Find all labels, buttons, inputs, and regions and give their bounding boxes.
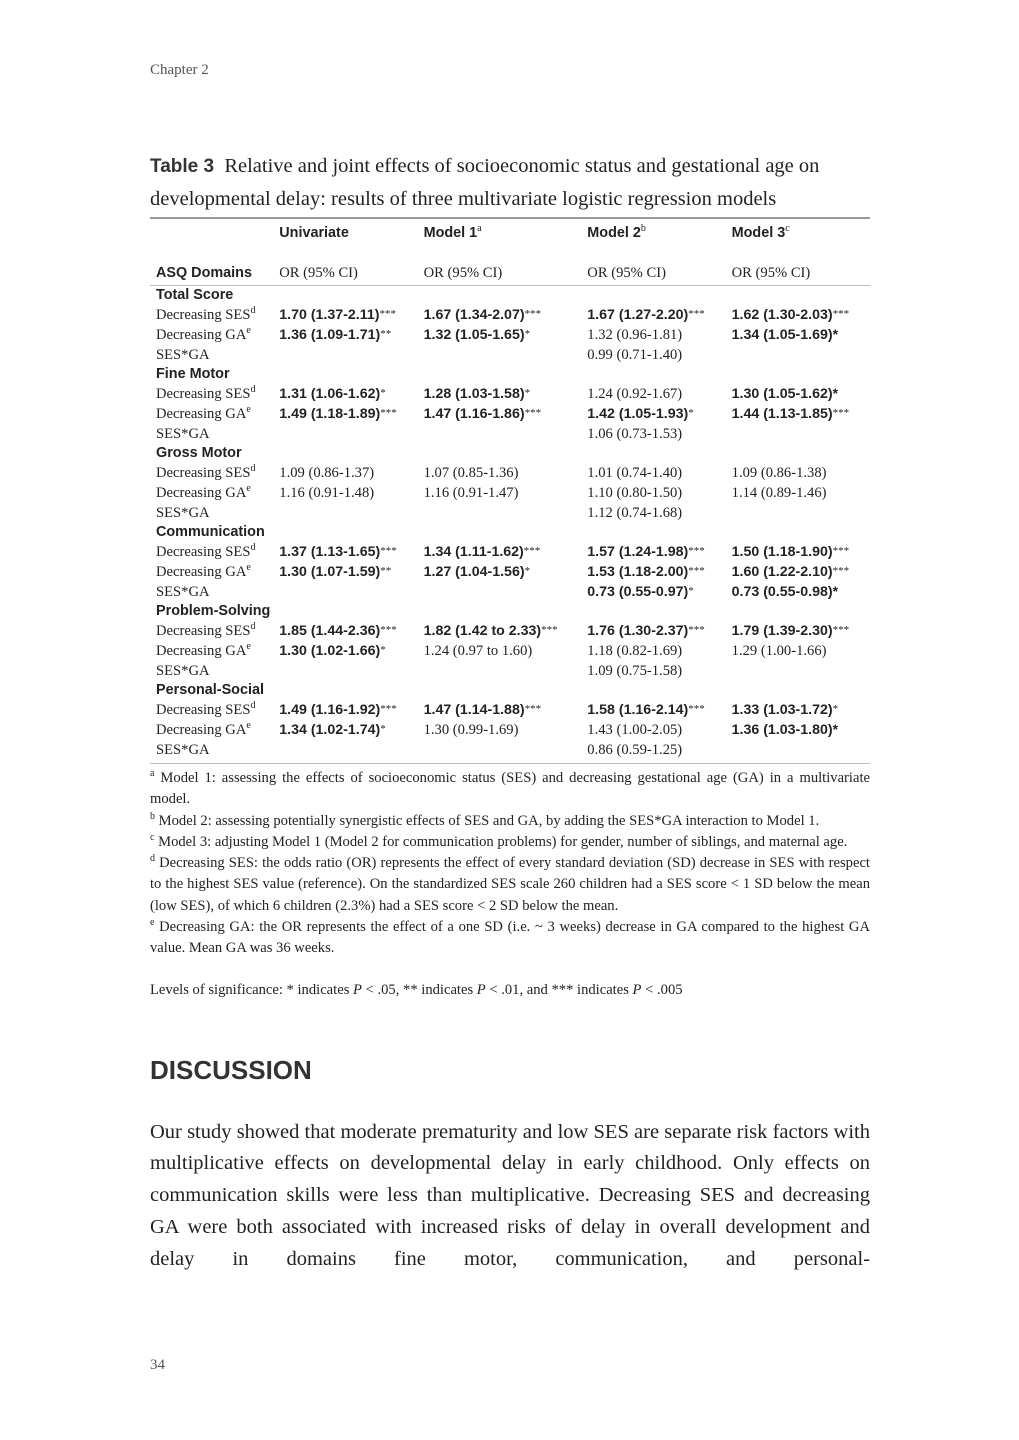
- table-cell: 1.12 (0.74-1.68): [587, 505, 683, 521]
- table-cell: 1.16 (0.91-1.47): [423, 485, 519, 501]
- table-label: Table 3: [150, 156, 215, 177]
- row-label: Decreasing $GA^e$: [156, 482, 251, 501]
- domain-name: Gross Motor: [156, 445, 242, 461]
- table-row: [150, 325, 870, 345]
- table-row: [150, 345, 870, 365]
- domain-row: [150, 523, 870, 542]
- row-label: Decreasing SES$^d$: [156, 699, 256, 718]
- table-cell: 1.79 (1.39-2.30)***: [731, 623, 850, 639]
- ci-header: OR (95% CI): [273, 247, 417, 286]
- table-cell: 1.27 (1.04-1.56)*: [423, 564, 531, 580]
- table-cell: 1.36 (1.03-1.80)*: [731, 721, 839, 738]
- table-cell: 1.10 (0.80-1.50): [587, 485, 683, 501]
- row-label: SES*GA: [156, 741, 210, 758]
- table-row: [150, 740, 870, 760]
- row-label: Decreasing SES$^d$: [156, 541, 256, 560]
- empty-cell: [418, 345, 582, 365]
- table-cell: 1.34 (1.11-1.62)***: [423, 544, 541, 560]
- table-cell: 1.49 (1.16-1.92)***: [279, 702, 397, 718]
- table-bottom-rule: [150, 760, 870, 764]
- table-cell: 1.37 (1.13-1.65)***: [279, 544, 397, 560]
- domain-name: Communication: [156, 524, 265, 540]
- table-cell: 1.76 (1.30-2.37)***: [587, 623, 705, 639]
- section-heading: DISCUSSION: [150, 1054, 312, 1085]
- empty-cell: [273, 661, 417, 681]
- table-cell: 1.43 (1.00-2.05): [587, 722, 683, 738]
- row-label: Decreasing SES$^d$: [156, 620, 256, 639]
- empty-cell: [273, 424, 417, 444]
- table-footnotes: [150, 768, 870, 960]
- table-cell: 0.73 (0.55-0.97)*: [587, 584, 694, 600]
- table-cell: 1.50 (1.18-1.90)***: [731, 544, 850, 560]
- domain-row: [150, 286, 870, 306]
- table-row: [150, 641, 870, 661]
- footnote: $^e$ Decreasing GA: the OR represents the effect of a one SD (i.e. ~ 3 weeks) decrease in GA compared to the highest GA value. Mean GA was 36 weeks.: [150, 917, 870, 957]
- domain-row: [150, 602, 870, 621]
- column-header: Model 2$^b$: [587, 222, 646, 241]
- row-label: Decreasing $GA^e$: [156, 640, 251, 659]
- domain-name: Fine Motor: [156, 366, 230, 382]
- table-cell: 1.57 (1.24-1.98)***: [587, 544, 705, 560]
- empty-cell: [273, 740, 417, 760]
- domain-name: Personal-Social: [156, 682, 264, 698]
- empty-cell: [273, 345, 417, 365]
- table-cell: 1.34 (1.02-1.74)*: [279, 722, 386, 738]
- table-cell: 0.99 (0.71-1.40): [587, 347, 683, 363]
- running-header: Chapter 2: [150, 62, 209, 78]
- row-label: Decreasing $GA^e$: [156, 403, 251, 422]
- table-row: [150, 305, 870, 325]
- row-label: Decreasing SES$^d$: [156, 383, 256, 402]
- table-cell: 1.82 (1.42 to 2.33)***: [423, 623, 558, 639]
- empty-cell: [418, 503, 582, 523]
- column-header: Univariate: [279, 224, 349, 241]
- table-caption: [150, 150, 870, 215]
- row-label: Decreasing $GA^e$: [156, 719, 251, 738]
- table-cell: 1.60 (1.22-2.10)***: [731, 564, 850, 580]
- table-cell: 1.67 (1.27-2.20)***: [587, 307, 705, 323]
- table-row: [150, 384, 870, 404]
- table-cell: 1.07 (0.85-1.36): [423, 465, 519, 481]
- page-number: 34: [150, 1357, 165, 1373]
- ci-header: OR (95% CI): [418, 247, 582, 286]
- table-cell: 1.30 (1.05-1.62)*: [731, 385, 839, 402]
- empty-cell: [418, 740, 582, 760]
- table-cell: 1.32 (0.96-1.81): [587, 327, 683, 343]
- column-header: Model 3$^c$: [731, 222, 790, 241]
- empty-cell: [726, 661, 870, 681]
- table-row: [150, 542, 870, 562]
- table-row: [150, 661, 870, 681]
- table-cell: 1.34 (1.05-1.69)*: [731, 326, 839, 343]
- table-cell: 1.18 (0.82-1.69): [587, 643, 683, 659]
- table-cell: 1.67 (1.34-2.07)***: [423, 307, 542, 323]
- table-row: [150, 621, 870, 641]
- row-label: Decreasing SES$^d$: [156, 462, 256, 481]
- table-cell: 0.86 (0.59-1.25): [587, 742, 683, 758]
- table-cell: 1.24 (0.92-1.67): [587, 386, 683, 402]
- table-cell: 1.16 (0.91-1.48): [279, 485, 375, 501]
- row-label: Decreasing $GA^e$: [156, 561, 251, 580]
- table-cell: 1.31 (1.06-1.62)*: [279, 386, 386, 402]
- table-row: [150, 700, 870, 720]
- table-cell: 1.53 (1.18-2.00)***: [587, 564, 705, 580]
- content-column: [150, 0, 870, 1276]
- table-cell: 1.47 (1.16-1.86)***: [423, 406, 542, 422]
- table-row: [150, 483, 870, 503]
- table-cell: 1.09 (0.75-1.58): [587, 663, 683, 679]
- empty-cell: [273, 582, 417, 602]
- significance-levels: Levels of significance: * indicates P < .05, ** indicates P < .01, and *** indicates P < .005: [150, 981, 683, 998]
- table-cell: 1.42 (1.05-1.93)*: [587, 406, 694, 422]
- table-cell: 1.32 (1.05-1.65)*: [423, 327, 531, 343]
- subheader-row: [150, 247, 870, 286]
- domain-row: [150, 365, 870, 384]
- empty-cell: [273, 503, 417, 523]
- empty-cell: [418, 661, 582, 681]
- empty-cell: [726, 740, 870, 760]
- empty-cell: [726, 503, 870, 523]
- empty-cell: [726, 345, 870, 365]
- domain-name: Problem-Solving: [156, 603, 271, 619]
- table-row: [150, 424, 870, 444]
- header-row: [150, 218, 870, 247]
- asq-domains-header: ASQ Domains: [150, 247, 273, 286]
- table-cell: 1.30 (1.07-1.59)**: [279, 564, 392, 580]
- table-cell: 1.62 (1.30-2.03)***: [731, 307, 850, 323]
- row-label: Decreasing $GA^e$: [156, 324, 251, 343]
- table-row: [150, 582, 870, 602]
- table-title: Relative and joint effects of socioeconomic status and gestational age on developmental delay: results of three multivariate logistic regression models: [150, 155, 820, 210]
- table-cell: 1.47 (1.14-1.88)***: [423, 702, 542, 718]
- column-header: Model 1$^a$: [423, 222, 482, 241]
- table-cell: 1.01 (0.74-1.40): [587, 465, 683, 481]
- table-cell: 1.70 (1.37-2.11)***: [279, 307, 396, 323]
- table-cell: 1.58 (1.16-2.14)***: [587, 702, 705, 718]
- table-cell: 1.06 (0.73-1.53): [587, 426, 683, 442]
- table-cell: 0.73 (0.55-0.98)*: [731, 583, 839, 600]
- footnote: $^c$ Model 3: adjusting Model 1 (Model 2 for communication problems) for gender, number of siblings, and maternal age.: [150, 832, 848, 850]
- empty-cell: [418, 424, 582, 444]
- table-cell: 1.09 (0.86-1.37): [279, 465, 375, 481]
- table-row: [150, 463, 870, 483]
- row-label: SES*GA: [156, 504, 210, 521]
- body-paragraph: Our study showed that moderate prematurity and low SES are separate risk factors with multiplicative effects on developmental delay in early childhood. Only effects on communication skills were less than multiplicative. Decreasing SES and decreasing GA were both associated with increased risks of delay in overall development and delay in domains fine motor, communication, and personal-: [150, 1120, 870, 1270]
- table-cell: 1.44 (1.13-1.85)***: [731, 406, 850, 422]
- table-cell: 1.24 (0.97 to 1.60): [423, 643, 533, 659]
- table-cell: 1.49 (1.18-1.89)***: [279, 406, 397, 422]
- domain-name: Total Score: [156, 287, 234, 303]
- table-cell: 1.36 (1.09-1.71)**: [279, 327, 392, 343]
- domain-row: [150, 444, 870, 463]
- table-row: [150, 404, 870, 424]
- table-row: [150, 562, 870, 582]
- table-cell: 1.33 (1.03-1.72)*: [731, 702, 839, 718]
- table-cell: 1.30 (0.99-1.69): [423, 722, 519, 738]
- footnote: $^a$ Model 1: assessing the effects of socioeconomic status (SES) and decreasing gestational age (GA) in a multivariate model.: [150, 768, 870, 808]
- row-label: SES*GA: [156, 662, 210, 679]
- footnote: $^b$ Model 2: assessing potentially synergistic effects of SES and GA, by adding the SES*GA interaction to Model 1.: [150, 810, 820, 829]
- table-cell: 1.30 (1.02-1.66)*: [279, 643, 386, 659]
- domain-row: [150, 681, 870, 700]
- results-table: [150, 217, 870, 764]
- table-row: [150, 503, 870, 523]
- table-cell: 1.14 (0.89-1.46): [731, 485, 827, 501]
- ci-header: OR (95% CI): [726, 247, 870, 286]
- empty-cell: [418, 582, 582, 602]
- empty-cell: [726, 424, 870, 444]
- table-cell: 1.29 (1.00-1.66): [731, 643, 827, 659]
- ci-header: OR (95% CI): [581, 247, 725, 286]
- table-cell: 1.28 (1.03-1.58)*: [423, 386, 531, 402]
- table-row: [150, 720, 870, 740]
- footnote: $^d$ Decreasing SES: the odds ratio (OR) represents the effect of every standard deviation (SD) decrease in SES with respect to the highest SES value (reference). On the standardized SES scale 260 children had a SES score < 1 SD below the mean (low SES), of which 6 children (2.3%) had a SES score < 2 SD below the mean.: [150, 853, 870, 914]
- row-label: Decreasing SES$^d$: [156, 304, 256, 323]
- row-label: SES*GA: [156, 425, 210, 442]
- row-label: SES*GA: [156, 583, 210, 600]
- table-cell: 1.85 (1.44-2.36)***: [279, 623, 397, 639]
- table-cell: 1.09 (0.86-1.38): [731, 465, 827, 481]
- row-label: SES*GA: [156, 346, 210, 363]
